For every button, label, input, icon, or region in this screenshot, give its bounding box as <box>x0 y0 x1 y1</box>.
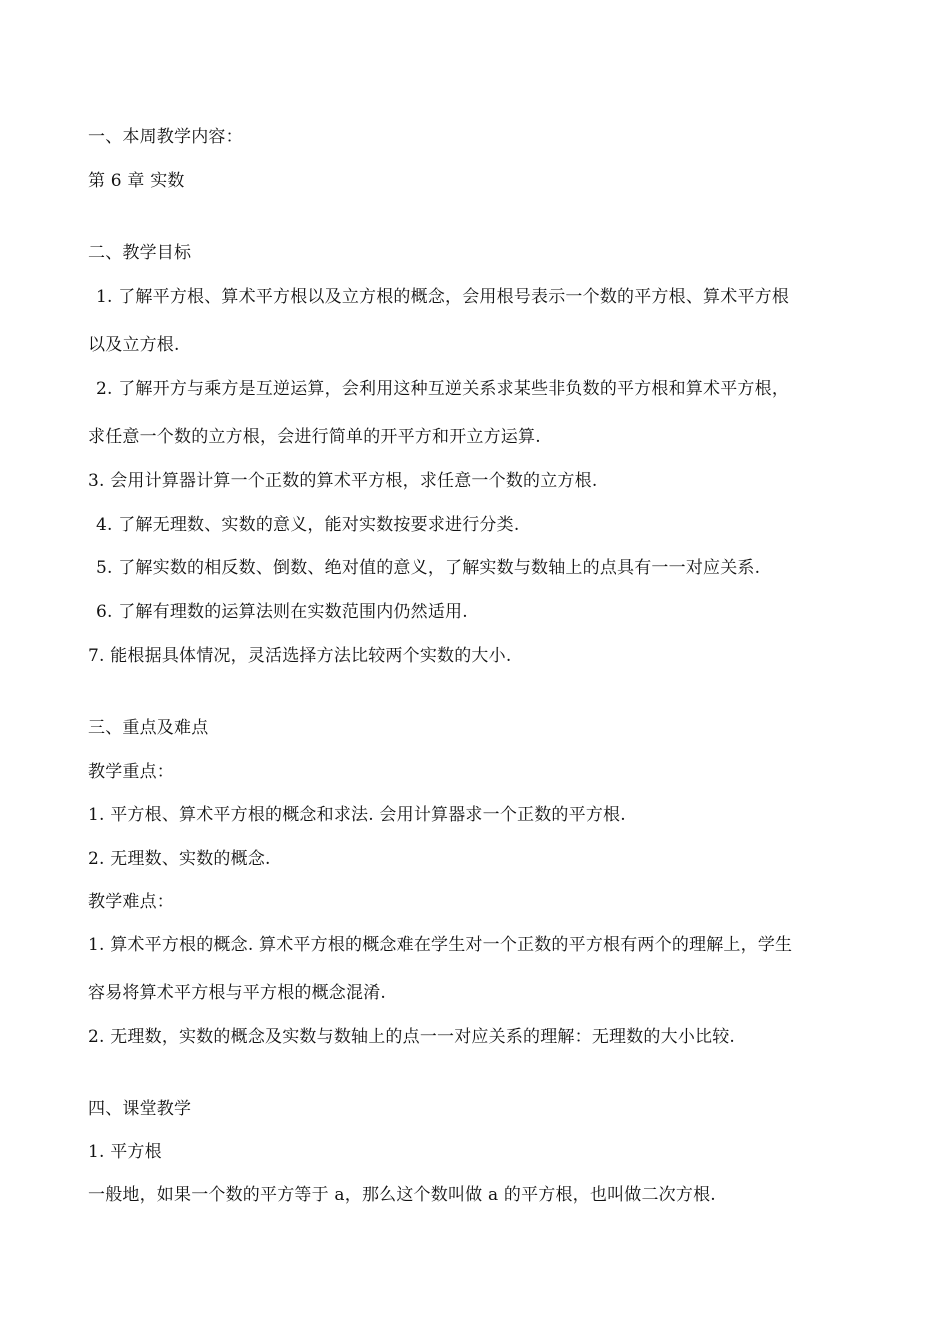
difficult-point-line: 1. 算术平方根的概念. 算术平方根的概念难在学生对一个正数的平方根有两个的理解上，学生 <box>88 935 793 955</box>
difficult-point-line: 2. 无理数，实数的概念及实数与数轴上的点一一对应关系的理解：无理数的大小比较. <box>88 1027 736 1047</box>
goal-line: 7. 能根据具体情况，灵活选择方法比较两个实数的大小. <box>88 646 512 666</box>
difficult-point-line: 容易将算术平方根与平方根的概念混淆. <box>88 983 387 1003</box>
key-point-line: 1. 平方根、算术平方根的概念和求法. 会用计算器求一个正数的平方根. <box>88 805 626 825</box>
goal-line: 5. 了解实数的相反数、倒数、绝对值的意义，了解实数与数轴上的点具有一一对应关系. <box>96 558 761 578</box>
difficult-points-label: 教学难点： <box>88 892 174 912</box>
section-heading-classroom-teaching: 四、课堂教学 <box>88 1099 192 1119</box>
goal-line: 2. 了解开方与乘方是互逆运算，会利用这种互逆关系求某些非负数的平方根和算术平方根， <box>96 379 790 399</box>
goal-line: 求任意一个数的立方根，会进行简单的开平方和开立方运算. <box>88 427 541 447</box>
chapter-title: 第 6 章 实数 <box>88 171 185 191</box>
goal-line: 6. 了解有理数的运算法则在实数范围内仍然适用. <box>96 602 468 622</box>
section-heading-weekly-content: 一、本周教学内容： <box>88 127 243 147</box>
definition-text: 一般地，如果一个数的平方等于 a，那么这个数叫做 a 的平方根，也叫做二次方根. <box>88 1185 716 1205</box>
section-heading-key-difficult-points: 三、重点及难点 <box>88 718 209 738</box>
goal-line: 1. 了解平方根、算术平方根以及立方根的概念，会用根号表示一个数的平方根、算术平方根 <box>96 287 790 307</box>
subsection-title-square-root: 1. 平方根 <box>88 1142 162 1162</box>
goal-line: 3. 会用计算器计算一个正数的算术平方根，求任意一个数的立方根. <box>88 471 598 491</box>
key-points-label: 教学重点： <box>88 762 174 782</box>
key-point-line: 2. 无理数、实数的概念. <box>88 849 271 869</box>
goal-line: 以及立方根. <box>88 335 180 355</box>
section-heading-teaching-goals: 二、教学目标 <box>88 243 192 263</box>
goal-line: 4. 了解无理数、实数的意义，能对实数按要求进行分类. <box>96 515 520 535</box>
